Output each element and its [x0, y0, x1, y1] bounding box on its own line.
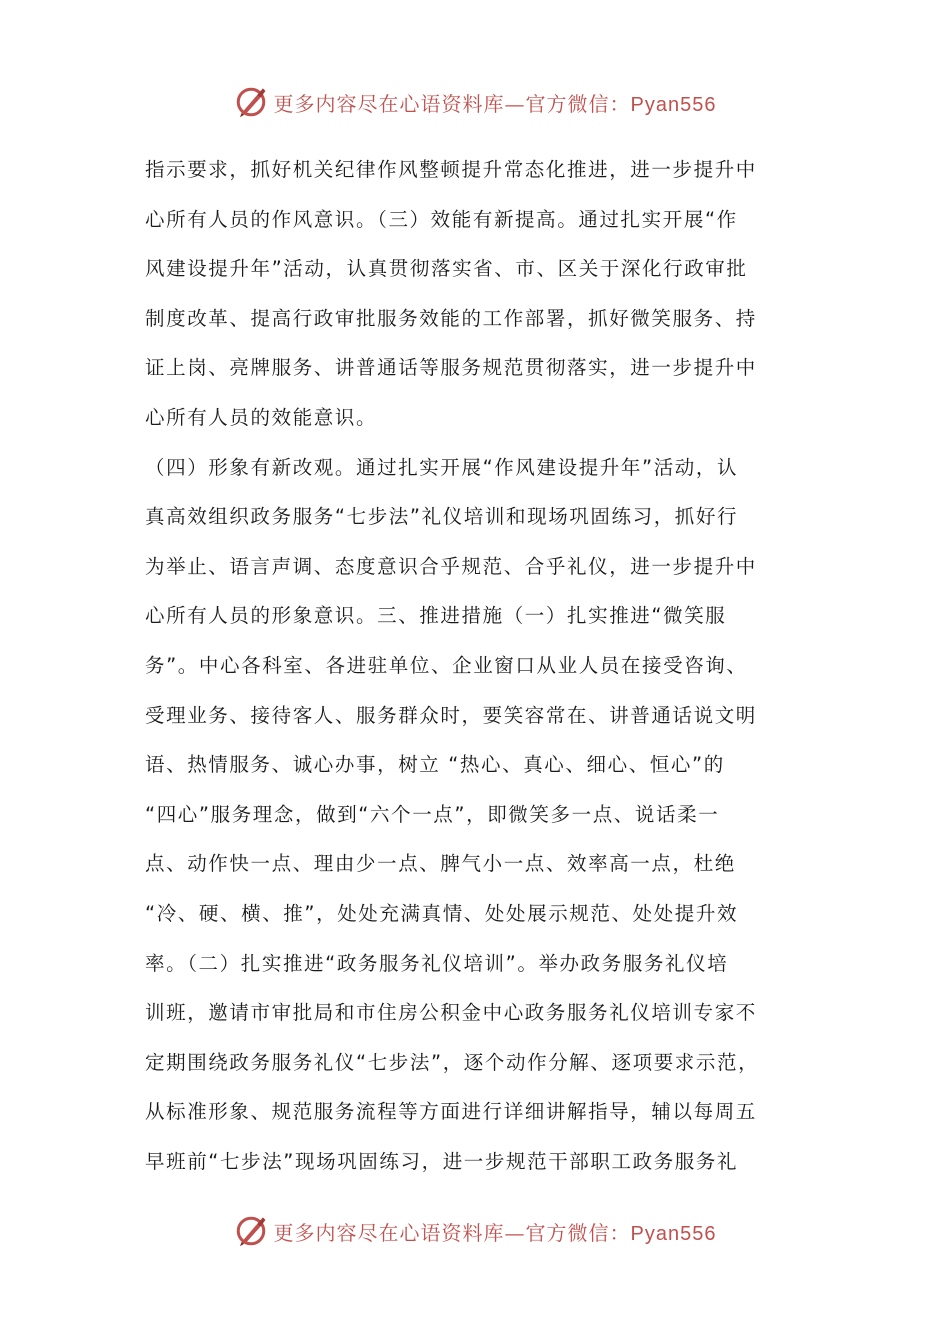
text-line: 心所有人员的效能意识。 — [145, 405, 378, 429]
text-line: “四心”服务理念，做到“六个一点”，即微笑多一点、说话柔一 — [145, 802, 720, 826]
footer-wechat-id: Pyan556 — [630, 1222, 717, 1245]
text-line: （四）形象有新改观。通过扎实开展“作风建设提升年”活动，认 — [145, 455, 739, 479]
text-line: 语、热情服务、诚心办事，树立 “热心、真心、细心、恒心”的 — [145, 753, 725, 777]
text-line: 风建设提升年”活动，认真贯彻落实省、市、区关于深化行政审批 — [145, 257, 748, 281]
text-line: 心所有人员的作风意识。（三）效能有新提高。通过扎实开展“作 — [145, 207, 738, 231]
footer-banner-text: 更多内容尽在心语资料库—官方微信：Pyan556 — [273, 1220, 717, 1245]
text-line: 证上岗、亮牌服务、讲普通话等服务规范贯彻落实，进一步提升中 — [145, 356, 757, 380]
text-line: 为举止、语言声调、态度意识合乎规范、合乎礼仪，进一步提升中 — [145, 554, 757, 578]
text-line: 指示要求，抓好机关纪律作风整顿提升常态化推进，进一步提升中 — [145, 158, 757, 181]
pen-logo-icon — [234, 85, 268, 119]
pen-logo-icon — [234, 1214, 268, 1248]
text-line: 务”。中心各科室、各进驻单位、企业窗口从业人员在接受咨询、 — [145, 653, 748, 677]
document-body — [145, 145, 825, 1186]
header-banner — [0, 82, 950, 122]
text-line: 率。（二）扎实推进“政务服务礼仪培训”。举办政务服务礼仪培 — [145, 951, 729, 975]
footer-banner — [0, 1211, 950, 1251]
header-banner-text: 更多内容尽在心语资料库—官方微信：Pyan556 — [273, 91, 717, 116]
text-line: 训班，邀请市审批局和市住房公积金中心政务服务礼仪培训专家不 — [145, 1001, 757, 1025]
text-line: 制度改革、提高行政审批服务效能的工作部署，抓好微笑服务、持 — [145, 306, 757, 330]
text-line: 定期围绕政务服务礼仪“七步法”，逐个动作分解、逐项要求示范， — [145, 1050, 760, 1074]
text-line: 从标准形象、规范服务流程等方面进行详细讲解指导，辅以每周五 — [145, 1100, 757, 1124]
text-line: 心所有人员的形象意识。三、推进措施（一）扎实推进“微笑服 — [145, 604, 727, 628]
text-line: “冷、硬、横、推”，处处充满真情、处处展示规范、处处提升效 — [145, 901, 739, 925]
text-line: 受理业务、接待客人、服务群众时，要笑容常在、讲普通话说文明 — [145, 703, 757, 727]
text-line: 点、动作快一点、理由少一点、脾气小一点、效率高一点，杜绝 — [145, 852, 736, 876]
text-line: 真高效组织政务服务“七步法”礼仪培训和现场巩固练习，抓好行 — [145, 505, 739, 529]
header-wechat-id: Pyan556 — [630, 93, 717, 116]
text-line: 早班前“七步法”现场巩固练习，进一步规范干部职工政务服务礼 — [145, 1149, 739, 1173]
